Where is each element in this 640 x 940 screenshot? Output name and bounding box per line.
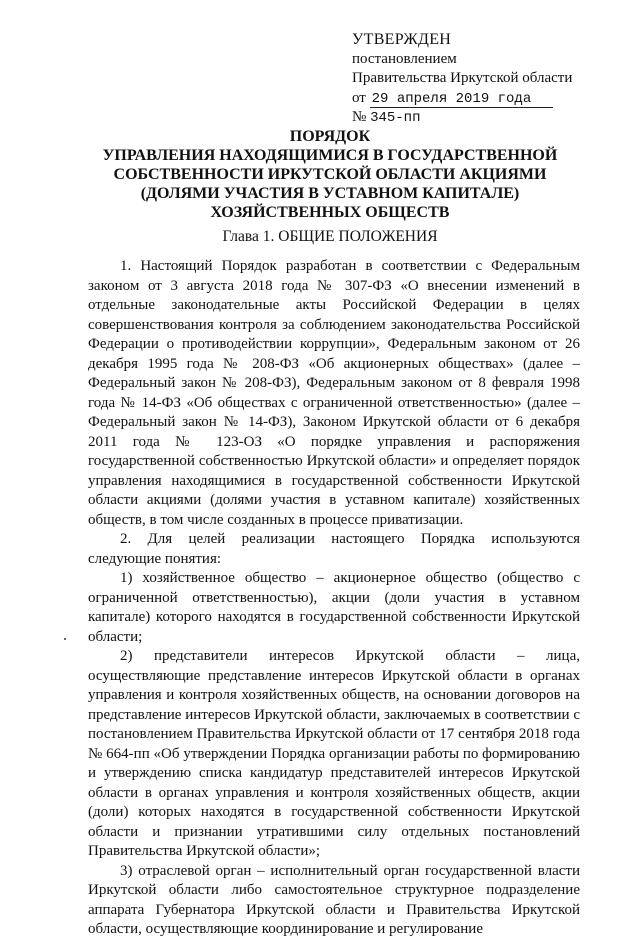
title-line: ХОЗЯЙСТВЕННЫХ ОБЩЕСТВ (210, 204, 450, 221)
approval-heading: УТВЕРЖДЕН (352, 31, 452, 48)
approval-date-line (352, 89, 602, 109)
approval-date-prefix: от (352, 89, 366, 106)
approval-line-government: Правительства Иркутской области (352, 70, 573, 86)
document-body (88, 257, 580, 940)
paragraph: 1. Настоящий Порядок разработан в соответствии с Федеральным законом от 3 августа 2018 года № 307-ФЗ «О внесении изменений в отдельные законодательные акты Российской Федерации в целях совершенствования контроля за соблюдением законодательства Российской Федерации о противодействии коррупции», Федеральным законом от 26 декабря 1995 года № 208-ФЗ «Об акционерных обществах» (далее – Федеральный закон № 208-ФЗ), Федеральным законом от 8 февраля 1998 года № 14-ФЗ «Об обществах с ограниченной ответственностью» (далее – Федеральный закон № 14-ФЗ), Законом Иркутской области от 6 декабря 2011 года № 123-ОЗ «О порядке управления и распоряжения государственной собственностью Иркутской области» и определяет порядок управления находящимися в государственной собственности Иркутской области акциями (долями участия в уставном капитале) хозяйственных обществ, в том числе созданных в процессе приватизации. (88, 258, 580, 528)
scan-artifact-dot (64, 638, 66, 640)
paragraph: 2) представители интересов Иркутской области – лица, осуществляющие представление интересов Иркутской области в органах управления и контроля хозяйственных обществ, на основании договоров на представление интересов Иркутской области, заключаемых в соответствии с постановлением Правительства Иркутской области от 17 сентября 2018 года № 664-пп «Об утверждении Порядка организации работы по формированию и утверждению списка кандидатур представителей интересов Иркутской области в органах управления и контроля хозяйственных обществ, акции (доли) которых находятся в государственной собственности Иркутской области и признании утратившими силу отдельных постановлений Правительства Иркутской области»; (88, 648, 580, 859)
approval-date-value: 29 апреля 2019 года (370, 92, 554, 108)
title-line: СОБСТВЕННОСТИ ИРКУТСКОЙ ОБЛАСТИ АКЦИЯМИ (113, 166, 547, 183)
title-line: (ДОЛЯМИ УЧАСТИЯ В УСТАВНОМ КАПИТАЛЕ) (140, 185, 520, 202)
chapter-heading: Глава 1. ОБЩИЕ ПОЛОЖЕНИЯ (222, 228, 438, 245)
approval-number-value: 345-пп (370, 110, 421, 126)
title-line: УПРАВЛЕНИЯ НАХОДЯЩИМИСЯ В ГОСУДАРСТВЕННОЙ (102, 147, 558, 164)
approval-line-resolution: постановлением (352, 50, 457, 67)
paragraph: 1) хозяйственное общество – акционерное общество (общество с ограниченной ответственностью), акции (доли участия в уставном капитале) которого находятся в государственной собственности Иркутской области; (88, 570, 580, 645)
title-line: ПОРЯДОК (289, 128, 371, 145)
paragraph: 3) отраслевой орган – исполнительный орган государственной власти Иркутской области либо самостоятельное структурное подразделение аппарата Губернатора Иркутской области и Правительства Иркутской области, осуществляющие координирование и регулирование (88, 862, 580, 937)
paragraph: 2. Для целей реализации настоящего Порядка используются следующие понятия: (88, 531, 580, 567)
approval-block (352, 30, 602, 129)
approval-number-line (352, 108, 602, 129)
document-title (80, 127, 580, 222)
approval-number-prefix: № (352, 109, 367, 125)
